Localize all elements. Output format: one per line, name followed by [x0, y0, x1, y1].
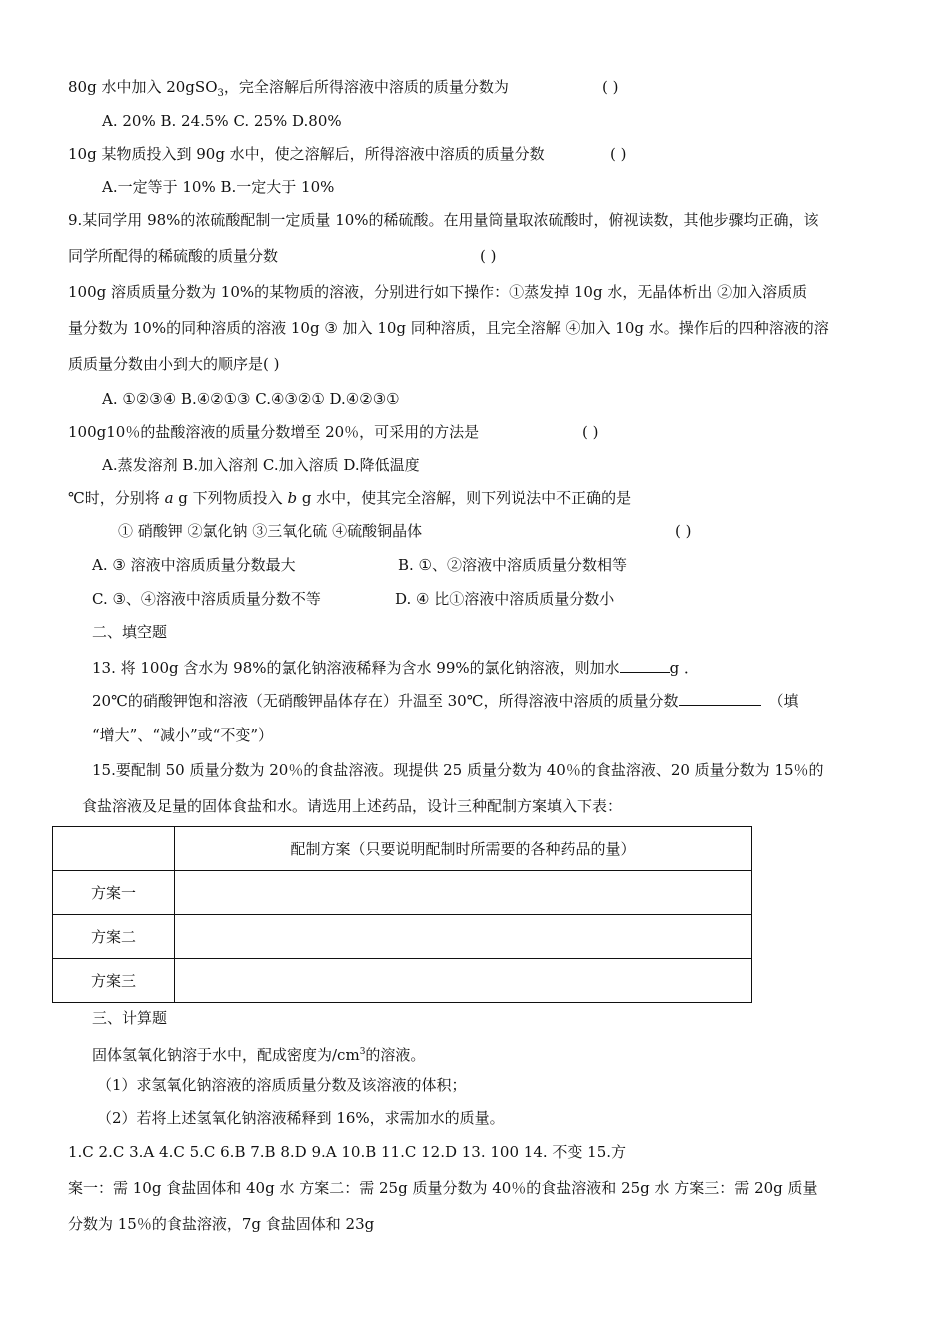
answers-line2: 案一：需 10g 食盐固体和 40g 水 方案二：需 25g 质量分数为 40％的食盐溶液和 25g 水 方案三：需 20g 质量 [68, 1179, 818, 1197]
table-row [53, 915, 752, 959]
q11-stem: 100g10％的盐酸溶液的质量分数增至 20％，可采用的方法是 [68, 423, 480, 441]
q8-options: A.一定等于 10% B.一定大于 10% [102, 178, 335, 196]
q12-items: ① 硝酸钾 ②氯化钠 ③三氧化硫 ④硫酸铜晶体 [118, 522, 423, 540]
q12-answer-paren: ( ) [675, 522, 692, 540]
plan-answer-cell[interactable] [175, 915, 752, 959]
q12-stem: ℃时，分别将 a g 下列物质投入 b g 水中，使其完全溶解，则下列说法中不正确的是 [68, 489, 632, 507]
plan-label: 方案一 [53, 871, 175, 915]
q8-answer-paren: ( ) [610, 145, 627, 163]
answers-line3: 分数为 15％的食盐溶液，7g 食盐固体和 23g [68, 1215, 375, 1233]
q9-line1: 9.某同学用 98%的浓硫酸配制一定质量 10%的稀硫酸。在用量筒量取浓硫酸时，俯视读数，其他步骤均正确，该 [68, 211, 819, 229]
q10-line1: 100g 溶质质量分数为 10%的某物质的溶液，分别进行如下操作：①蒸发掉 10g 水，无晶体析出 ②加入溶质质 [68, 283, 808, 301]
section-fill-in-title: 二、填空题 [92, 623, 168, 641]
q14-line1: 20℃的硝酸钾饱和溶液（无硝酸钾晶体存在）升温至 30℃，所得溶液中溶质的质量分数 （填 [92, 689, 799, 711]
q12-option-d: D. ④ 比①溶液中溶质质量分数小 [395, 590, 615, 608]
q13-stem: 13. 将 100g 含水为 98%的氯化钠溶液稀释为含水 99%的氯化钠溶液，则加水 g ． [92, 656, 699, 678]
q14-line2: “增大”、“减小”或“不变”） [92, 726, 274, 744]
table-row [53, 871, 752, 915]
q7-stem: 80g 水中加入 20gSO$_3$，完全溶解后所得溶液中溶质的质量分数为 [68, 78, 509, 99]
q11-options: A.蒸发溶剂 B.加入溶剂 C.加入溶质 D.降低温度 [102, 456, 420, 474]
q16-part2: （2）若将上述氢氧化钠溶液稀释到 16%，求需加水的质量。 [97, 1109, 505, 1127]
q10-options: A. ①②③④ B.④②①③ C.④③②① D.④②③① [102, 390, 400, 408]
plan-table [52, 826, 752, 1003]
q12-option-a: A. ③ 溶液中溶质质量分数最大 [92, 556, 296, 574]
q11-answer-paren: ( ) [582, 423, 599, 441]
q12-option-b: B. ①、②溶液中溶质质量分数相等 [398, 556, 628, 574]
q15-line1: 15.要配制 50 质量分数为 20％的食盐溶液。现提供 25 质量分数为 40％的食盐溶液、20 质量分数为 15％的 [92, 761, 824, 779]
table-row [53, 959, 752, 1003]
table-corner-cell [53, 827, 175, 871]
q10-line3: 质质量分数由小到大的顺序是( ) [68, 355, 280, 373]
q16-part1: （1）求氢氧化钠溶液的溶质质量分数及该溶液的体积； [97, 1076, 467, 1094]
section-calculation-title: 三、计算题 [92, 1009, 168, 1027]
answers-line1: 1.C 2.C 3.A 4.C 5.C 6.B 7.B 8.D 9.A 10.B 11.C 12.D 13. 100 14. 不变 15.方 [68, 1143, 627, 1161]
q10-line2: 量分数为 10%的同种溶质的溶液 10g ③ 加入 10g 同种溶质，且完全溶解 ④加入 10g 水。操作后的四种溶液的溶 [68, 319, 829, 337]
plan-label: 方案二 [53, 915, 175, 959]
q9-answer-paren: ( ) [480, 247, 497, 265]
q12-option-c: C. ③、④溶液中溶质质量分数不等 [92, 590, 321, 608]
plan-answer-cell[interactable] [175, 959, 752, 1003]
q15-line2: 食盐溶液及足量的固体食盐和水。请选用上述药品，设计三种配制方案填入下表： [82, 797, 623, 815]
q7-options: A. 20% B. 24.5% C. 25% D.80% [102, 112, 342, 130]
q7-answer-paren: ( ) [602, 78, 619, 96]
table-header-row [53, 827, 752, 871]
q16-stem: 固体氢氧化钠溶于水中，配成密度为$/cm^3$的溶液。 [92, 1046, 426, 1064]
plan-label: 方案三 [53, 959, 175, 1003]
q13-answer-blank[interactable] [620, 656, 670, 673]
q9-line2: 同学所配得的稀硫酸的质量分数 [68, 247, 279, 265]
q14-answer-blank[interactable] [679, 689, 761, 706]
table-header-cell: 配制方案（只要说明配制时所需要的各种药品的量） [175, 827, 752, 871]
q8-stem: 10g 某物质投入到 90g 水中，使之溶解后，所得溶液中溶质的质量分数 [68, 145, 545, 163]
plan-answer-cell[interactable] [175, 871, 752, 915]
